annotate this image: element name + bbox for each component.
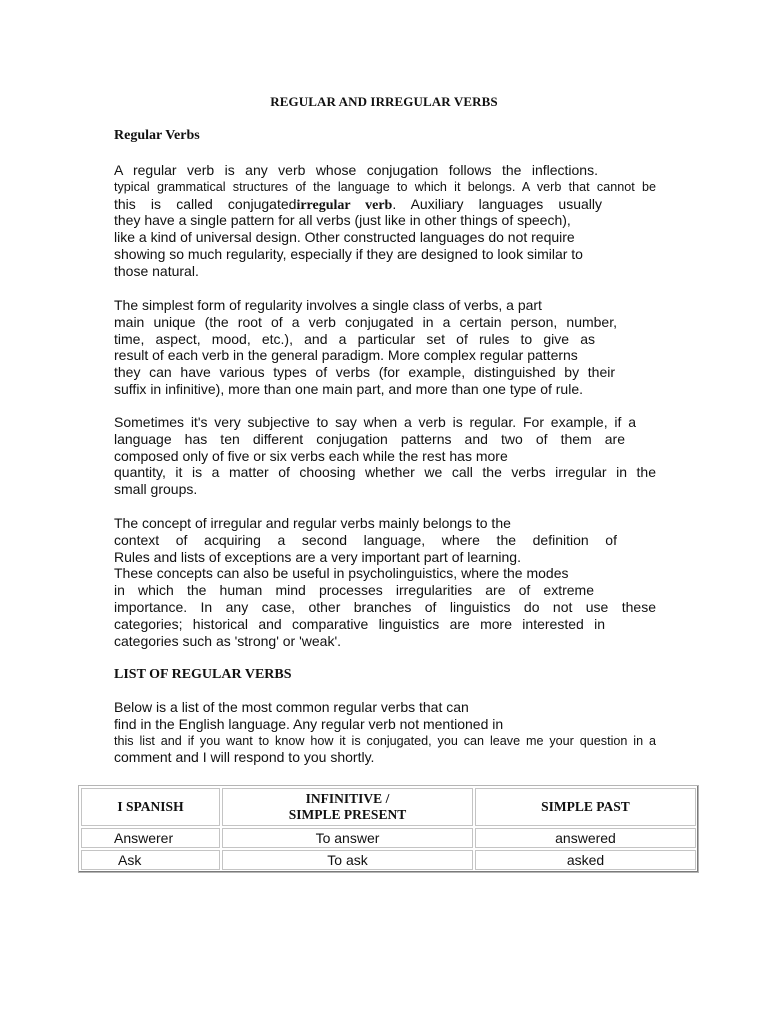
text-line: The concept of irregular and regular verbs mainly belongs to the	[114, 515, 511, 531]
text-line: they can have various types of verbs (for example, distinguished by their	[114, 364, 615, 381]
text-line: These concepts can also be useful in psycholinguistics, where the modes	[114, 565, 569, 582]
text-line: categories; historical and comparative linguistics are more interested in	[114, 615, 605, 632]
table-row	[81, 850, 696, 870]
text-line: they have a single pattern for all verbs (just like in other things of speech),	[114, 212, 571, 229]
table-row	[81, 828, 696, 848]
table-header-row	[81, 788, 696, 826]
header-line: SIMPLE PRESENT	[288, 807, 407, 822]
text-line: quantity, it is a matter of choosing whether we call the verbs irregular in the	[114, 464, 656, 481]
regular-verbs-table	[78, 785, 699, 873]
text-line: The simplest form of regularity involves a single class of verbs, a part	[114, 297, 542, 313]
text-line: comment and I will respond to you shortly.	[114, 749, 375, 766]
column-header-spanish: I SPANISH	[81, 788, 220, 826]
column-header-infinitive-simple-present	[222, 788, 473, 826]
text-line: suffix in infinitive), more than one main part, and more than one type of rule.	[114, 380, 583, 397]
text-line: find in the English language. Any regular verb not mentioned in	[114, 715, 504, 732]
paragraph-regularity-forms	[114, 297, 656, 398]
cell-infinitive: To ask	[222, 850, 473, 870]
text-line: composed only of five or six verbs each while the rest has more	[114, 447, 508, 464]
text-line: time, aspect, mood, etc.), and a particular set of rules to give as	[114, 330, 595, 347]
cell-spanish: Answerer	[81, 828, 220, 848]
section-heading-regular-verbs: Regular Verbs	[114, 128, 200, 143]
text-line: like a kind of universal design. Other constructed languages do not require	[114, 229, 575, 246]
document-title: REGULAR AND IRREGULAR VERBS	[270, 94, 498, 109]
section-heading-list-of-regular-verbs: LIST OF REGULAR VERBS	[114, 667, 292, 682]
text-line: Below is a list of the most common regular verbs that can	[114, 699, 469, 715]
text-line: context of acquiring a second language, where the definition of	[114, 531, 617, 548]
cell-simple-past: answered	[475, 828, 696, 848]
irregular-verb-term: irregular verb	[296, 197, 393, 213]
text-line: this list and if you want to know how it is conjugated, you can leave me your question in a	[114, 733, 656, 748]
text-line: Rules and lists of exceptions are a very important part of learning.	[114, 548, 521, 565]
text-line: typical grammatical structures of the language to which it belongs. A verb that cannot be	[114, 179, 656, 194]
text-line: showing so much regularity, especially if they are designed to look similar to	[114, 245, 583, 262]
header-line: INFINITIVE /	[305, 791, 390, 806]
text-line: result of each verb in the general paradigm. More complex regular patterns	[114, 347, 578, 364]
paragraph-regular-verbs-definition	[114, 162, 656, 280]
text-fragment: . Auxiliary languages usually	[392, 195, 602, 212]
text-fragment: this is called conjugated	[114, 195, 297, 212]
paragraph-subjectivity	[114, 414, 656, 498]
paragraph-concept-second-language	[114, 515, 656, 649]
cell-spanish: Ask	[81, 850, 220, 870]
column-header-simple-past: SIMPLE PAST	[475, 788, 696, 826]
text-line: Sometimes it's very subjective to say when a verb is regular. For example, if a	[114, 414, 636, 430]
text-line: in which the human mind processes irregularities are of extreme	[114, 582, 594, 599]
paragraph-list-intro	[114, 699, 656, 766]
text-line: categories such as 'strong' or 'weak'.	[114, 632, 342, 649]
text-line: those natural.	[114, 262, 199, 279]
cell-infinitive: To answer	[222, 828, 473, 848]
cell-simple-past: asked	[475, 850, 696, 870]
text-line: small groups.	[114, 481, 198, 498]
text-line	[114, 196, 602, 213]
text-line: A regular verb is any verb whose conjugation follows the inflections.	[114, 162, 598, 178]
text-line: main unique (the root of a verb conjugated in a certain person, number,	[114, 313, 617, 330]
text-line: language has ten different conjugation patterns and two of them are	[114, 430, 625, 447]
text-line: importance. In any case, other branches of linguistics do not use these	[114, 598, 656, 615]
